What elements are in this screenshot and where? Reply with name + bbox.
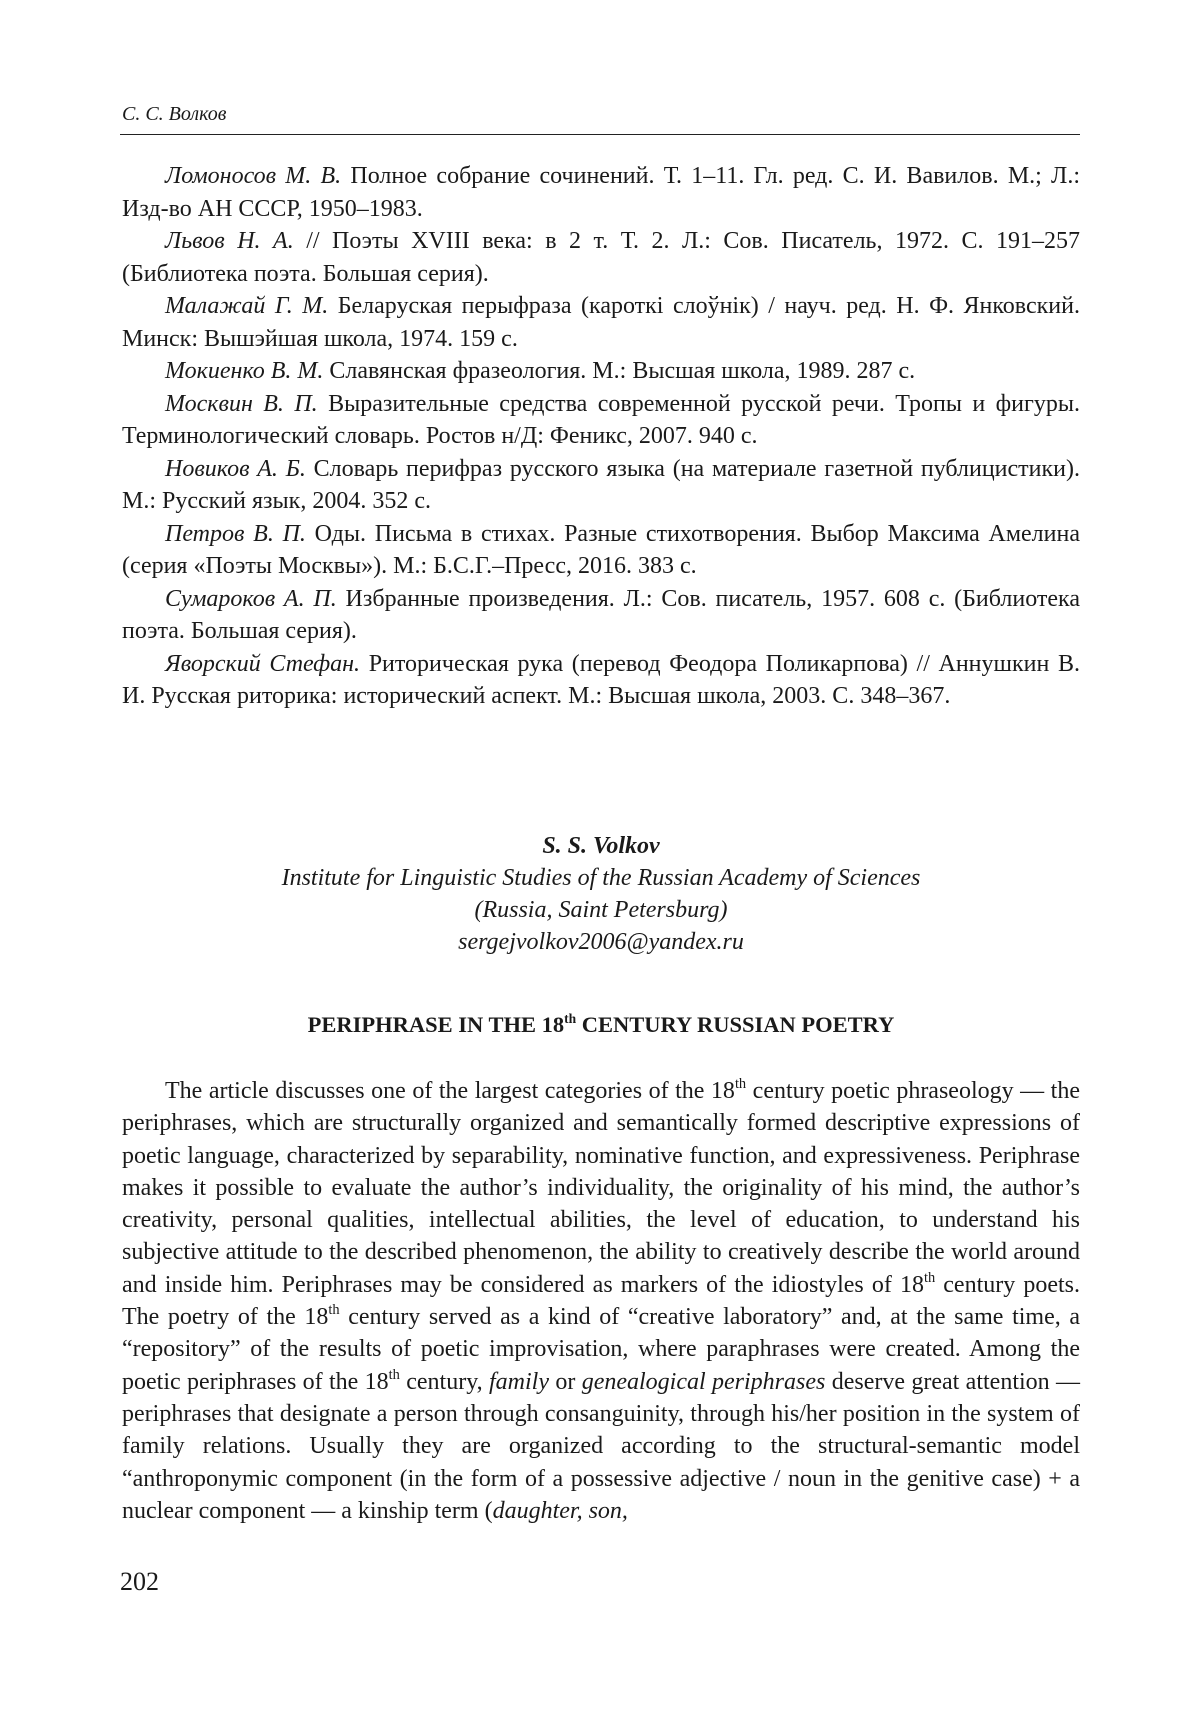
reference-text: Риторическая рука (перевод Феодора Поликарпова) // Аннушкин В. И. Русская риторика: исторический аспект. М.: Высшая школа, 2003. С. 348–367. [122,650,1080,709]
page-number: 202 [120,1567,159,1596]
reference-item [122,225,1080,290]
abstract-text: The article discusses one of the largest categories of the 18 [165,1078,735,1104]
reference-text: Выразительные средства современной русской речи. Тропы и фигуры. Терминологический словарь. Ростов н/Д: Феникс, 2007. 940 с. [122,390,1080,449]
reference-text: Беларуская перыфраза (кароткі слоўнік) / науч. ред. Н. Ф. Янковский. Минск: Вышэйшая школа, 1974. 159 с. [122,293,1080,352]
reference-text: Словарь перифраз русского языка (на материале газетной публицистики). М.: Русский язык, 2004. 352 с. [122,455,1081,514]
reference-author: Петров В. П. [165,520,306,547]
header-rule [120,134,1080,135]
reference-item [122,518,1080,583]
emphasis-term: genealogical periphrases [581,1368,826,1395]
reference-item [122,453,1080,518]
reference-author: Мокиенко В. М. [165,358,324,384]
article-title [122,1010,1080,1040]
title-text: CENTURY RUSSIAN POETRY [576,1012,895,1037]
emphasis-term: daughter, son, [492,1497,628,1524]
title-superscript: th [564,1010,577,1026]
abstract-text: century poets. The poetry of the 18 [122,1271,1081,1331]
ordinal-superscript: th [734,1076,747,1093]
reference-text: Избранные произведения. Л.: Сов. писатель, 1957. 608 с. (Библиотека поэта. Большая серия). [122,585,1080,644]
author-name: S. S. Volkov [542,833,660,859]
reference-text: // Поэты XVIII века: в 2 т. Т. 2. Л.: Сов. Писатель, 1972. С. 191–257 (Библиотека поэта. Большая серия). [122,228,1081,287]
author-location: (Russia, Saint Petersburg) [474,897,728,923]
abstract-text: century, [399,1368,489,1395]
abstract-text: deserve great attention — periphrases that designate a person through consanguinity, through his/her position in the system of family relations. Usually they are organized according to the structural-semantic model “anthroponymic component (in the form of a possessive adjective / noun in the genitive case) + a nuclear component — a kinship term ( [122,1368,1081,1524]
reference-text: Полное собрание сочинений. Т. 1–11. Гл. ред. С. И. Вавилов. М.; Л.: Изд-во АН СССР, 1950–1983. [122,163,1081,222]
author-institution: Institute for Linguistic Studies of the Russian Academy of Sciences [281,865,921,891]
reference-text: Славянская фразеология. М.: Высшая школа, 1989. 287 с. [323,358,916,384]
abstract-text: or [549,1368,582,1395]
author-block [122,830,1080,958]
reference-author: Ломоносов М. В. [165,163,342,189]
title-text: PERIPHRASE IN THE 18 [307,1012,565,1037]
reference-text: Оды. Письма в стихах. Разные стихотворения. Выбор Максима Амелина (серия «Поэты Москвы»). М.: Б.С.Г.–Пресс, 2016. 383 с. [122,520,1080,579]
references-list [122,160,1080,713]
author-email: sergejvolkov2006@yandex.ru [458,929,744,955]
reference-author: Сумароков А. П. [165,585,337,612]
reference-item [122,160,1080,225]
reference-author: Новиков А. Б. [165,455,306,482]
abstract-text: century served as a kind of “creative laboratory” and, at the same time, a “repository” of the results of poetic improvisation, where paraphrases were created. Among the poetic periphrases of the 18 [122,1304,1081,1395]
reference-author: Москвин В. П. [165,390,318,417]
abstract-text: century poetic phraseology — the periphrases, which are structurally organized and semantically formed descriptive expressions of poetic language, characterized by separability, nominative function, and expressiveness. Periphrase makes it possible to evaluate the author’s individuality, the originality of his mind, the author’s creativity, personal qualities, intellectual abilities, the level of education, to understand his subjective attitude to the described phenomenon, the ability to creatively describe the world around and inside him. Periphrases may be considered as markers of the idiostyles of 18 [122,1078,1080,1298]
abstract-paragraph [122,1075,1080,1527]
ordinal-superscript: th [923,1270,936,1287]
reference-author: Яворский Стефан. [165,650,361,677]
reference-item [122,583,1080,648]
reference-item [122,355,1080,388]
reference-author: Малажай Г. М. [165,293,329,319]
reference-item [122,388,1080,453]
ordinal-superscript: th [388,1366,400,1383]
reference-author: Львов Н. А. [165,228,294,254]
ordinal-superscript: th [328,1302,340,1319]
running-head: С. С. Волков [122,103,227,125]
reference-item [122,290,1080,355]
emphasis-term: family [489,1368,549,1395]
reference-item [122,648,1080,713]
